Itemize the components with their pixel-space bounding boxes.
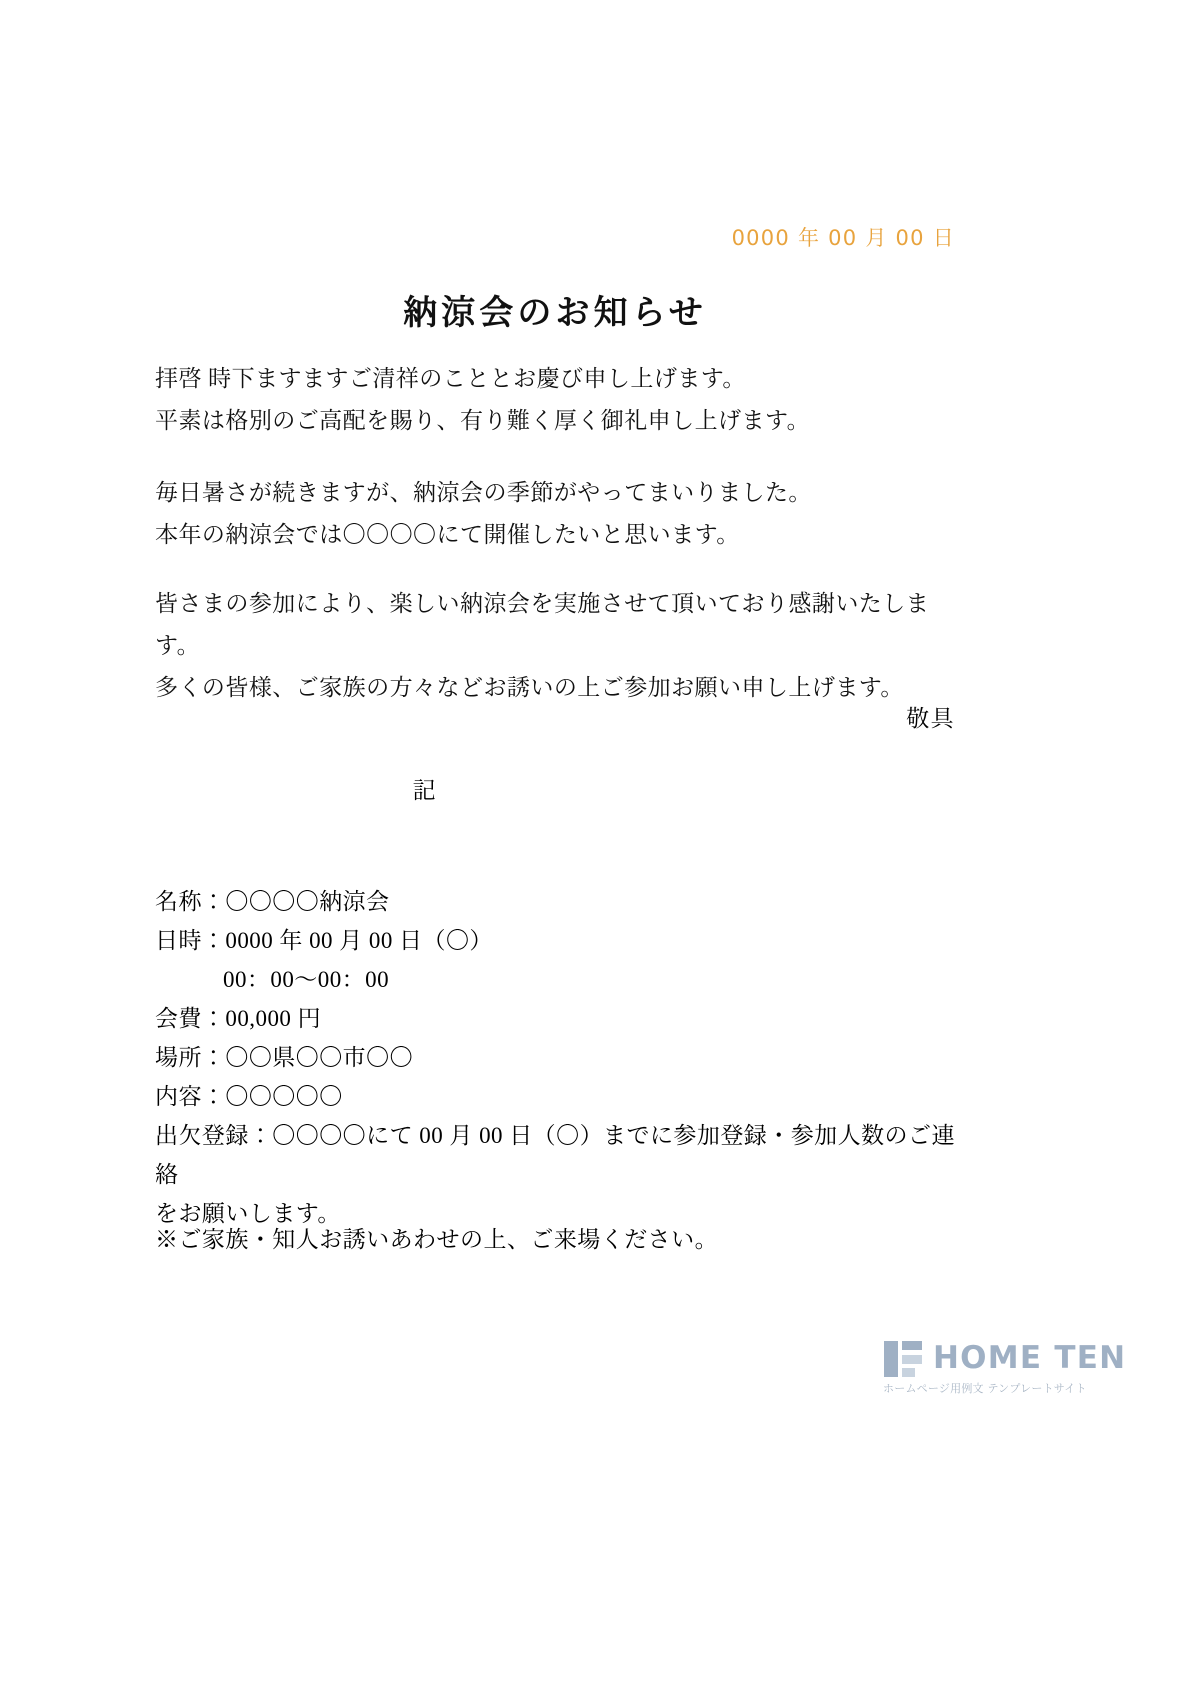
paragraph-line: 毎日暑さが続きますが、納涼会の季節がやってまいりました。: [155, 480, 812, 505]
closing-salutation: 敬具: [906, 706, 955, 731]
detail-rsvp-continued: をお願いします。: [155, 1201, 341, 1226]
detail-content: 内容：〇〇〇〇〇: [155, 1084, 343, 1109]
detail-fee: 会費：00,000 円: [155, 1006, 322, 1031]
paragraph-invitation: [155, 583, 965, 709]
detail-venue: 場所：〇〇県〇〇市〇〇: [155, 1045, 414, 1070]
paragraph-line: 拝啓 時下ますますご清祥のこととお慶び申し上げます。: [155, 366, 746, 391]
detail-rsvp: 出欠登録：〇〇〇〇にて 00 月 00 日（〇）までに参加登録・参加人数のご連絡: [155, 1123, 955, 1187]
paragraph-line: 多くの皆様、ご家族の方々などお誘いの上ご参加お願い申し上げます。: [155, 675, 904, 700]
logo-mark-icon: [883, 1340, 923, 1378]
detail-name: 名称：〇〇〇〇納涼会: [155, 889, 390, 914]
hometen-logo: [883, 1340, 1127, 1404]
paragraph-line: 本年の納涼会では〇〇〇〇にて開催したいと思います。: [155, 522, 740, 547]
logo-tagline: ホームページ用例文 テンプレートサイト: [883, 1382, 1087, 1395]
paragraph-greeting: [155, 358, 955, 442]
detail-datetime: 日時：0000 年 00 月 00 日（〇）: [155, 928, 493, 953]
event-details-list: [155, 882, 965, 1233]
page-title: 納涼会のお知らせ: [403, 294, 707, 332]
document-date: 0000 年 00 月 00 日: [731, 226, 955, 250]
detail-time: 00：00〜00：00: [223, 967, 390, 992]
logo-wordmark: HOME TEN: [933, 1340, 1127, 1376]
footnote: ※ご家族・知人お誘いあわせの上、ご来場ください。: [155, 1227, 719, 1252]
ki-mark: 記: [412, 778, 438, 803]
paragraph-line: 皆さまの参加により、楽しい納涼会を実施させて頂いており感謝いたします。: [155, 591, 930, 658]
paragraph-line: 平素は格別のご高配を賜り、有り難く厚く御礼申し上げます。: [155, 408, 811, 433]
paragraph-announcement: [155, 472, 955, 556]
